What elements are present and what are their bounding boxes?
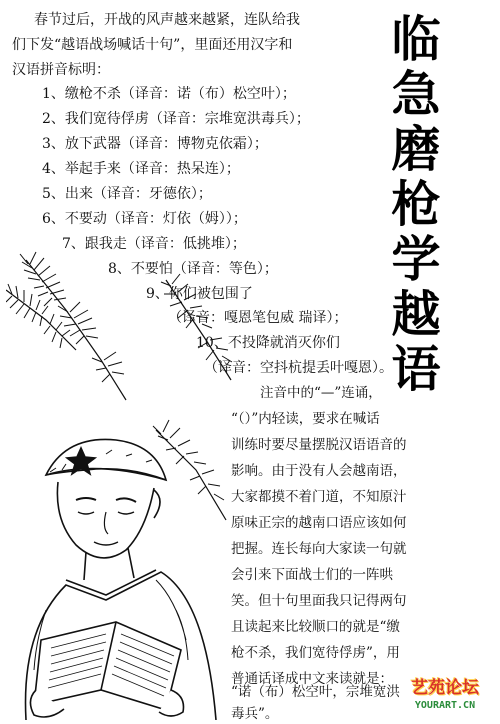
title-char: 急 <box>391 66 441 123</box>
body-line: 笑。但十句里面我只记得两句 <box>231 593 407 609</box>
phrase-item: 9、你们被包围了 <box>146 286 253 302</box>
body-line: 枪不杀，我们宽待俘虏”，用 <box>231 645 400 661</box>
body-line: 毒兵”。 <box>231 706 279 722</box>
title-char: 临 <box>391 11 441 68</box>
body-line: 会引来下面战士们的一阵哄 <box>231 567 393 583</box>
body-line: 注音中的“—”连诵， <box>260 385 382 401</box>
title-char: 学 <box>391 231 441 288</box>
title-char: 语 <box>391 341 441 398</box>
phrase-item: 7、跟我走（译音：低挑堆）； <box>62 236 246 252</box>
phrase-item: 2、我们宽待俘虏（译音：宗堆宽洪毒兵）； <box>42 111 310 127</box>
soldier-reading-illustration <box>6 250 238 720</box>
body-line: 大家都摸不着门道，不知原汁 <box>231 489 407 505</box>
body-line: 汉语拼音标明： <box>12 62 110 78</box>
phrase-item: 1、缴枪不杀（译音：诺（布）松空叶）； <box>42 86 296 102</box>
phrase-item: 3、放下武器（译音：博物克依霜）； <box>42 136 268 152</box>
body-line: 且读起来比较顺口的就是“缴 <box>231 619 400 635</box>
phrase-transliteration: （译音：嘎恩笔包威 瑞译）； <box>168 310 348 326</box>
body-line: 训练时要尽量摆脱汉语语音的 <box>231 437 407 453</box>
article-title <box>376 12 456 397</box>
body-line: 原味正宗的越南口语应该如何 <box>231 515 407 531</box>
phrase-item: 10、不投降就消灭你们 <box>196 335 340 351</box>
soldier-figure <box>26 439 217 720</box>
body-line: 影响。由于没有人会越南语， <box>231 463 407 479</box>
body-line: “诺（布）松空叶，宗堆宽洪 <box>231 684 400 700</box>
phrase-item: 5、出来（译音：牙德依）； <box>42 186 212 202</box>
phrase-item: 8、不要怕（译音：等色）； <box>108 261 278 277</box>
title-char: 磨 <box>391 121 441 178</box>
phrase-item: 4、举起手来（译音：热呆连）； <box>42 161 240 177</box>
title-char: 越 <box>391 286 441 343</box>
site-watermark <box>396 677 494 717</box>
body-line: 普通话译成中文来读就是： <box>231 671 393 687</box>
title-char: 枪 <box>391 176 441 233</box>
body-line: 把握。连长每向大家读一句就 <box>231 541 407 557</box>
phrase-transliteration: （译音：空抖杭提丢叶嘎恩）。 <box>204 360 393 376</box>
watermark-url: YOURART.CN <box>414 700 476 711</box>
pine-branch-icon <box>6 252 232 520</box>
body-line: 春节过后，开战的风声越来越紧，连队给我 <box>34 12 300 28</box>
watermark-logo-text: 艺苑论坛 <box>411 678 479 698</box>
phrase-item: 6、不要动（译音：灯依（姆））； <box>42 211 247 227</box>
body-line: 们下发“越语战场喊话十句”，里面还用汉字和 <box>12 37 293 53</box>
body-line: “（）”内轻读，要求在喊话 <box>231 411 380 427</box>
